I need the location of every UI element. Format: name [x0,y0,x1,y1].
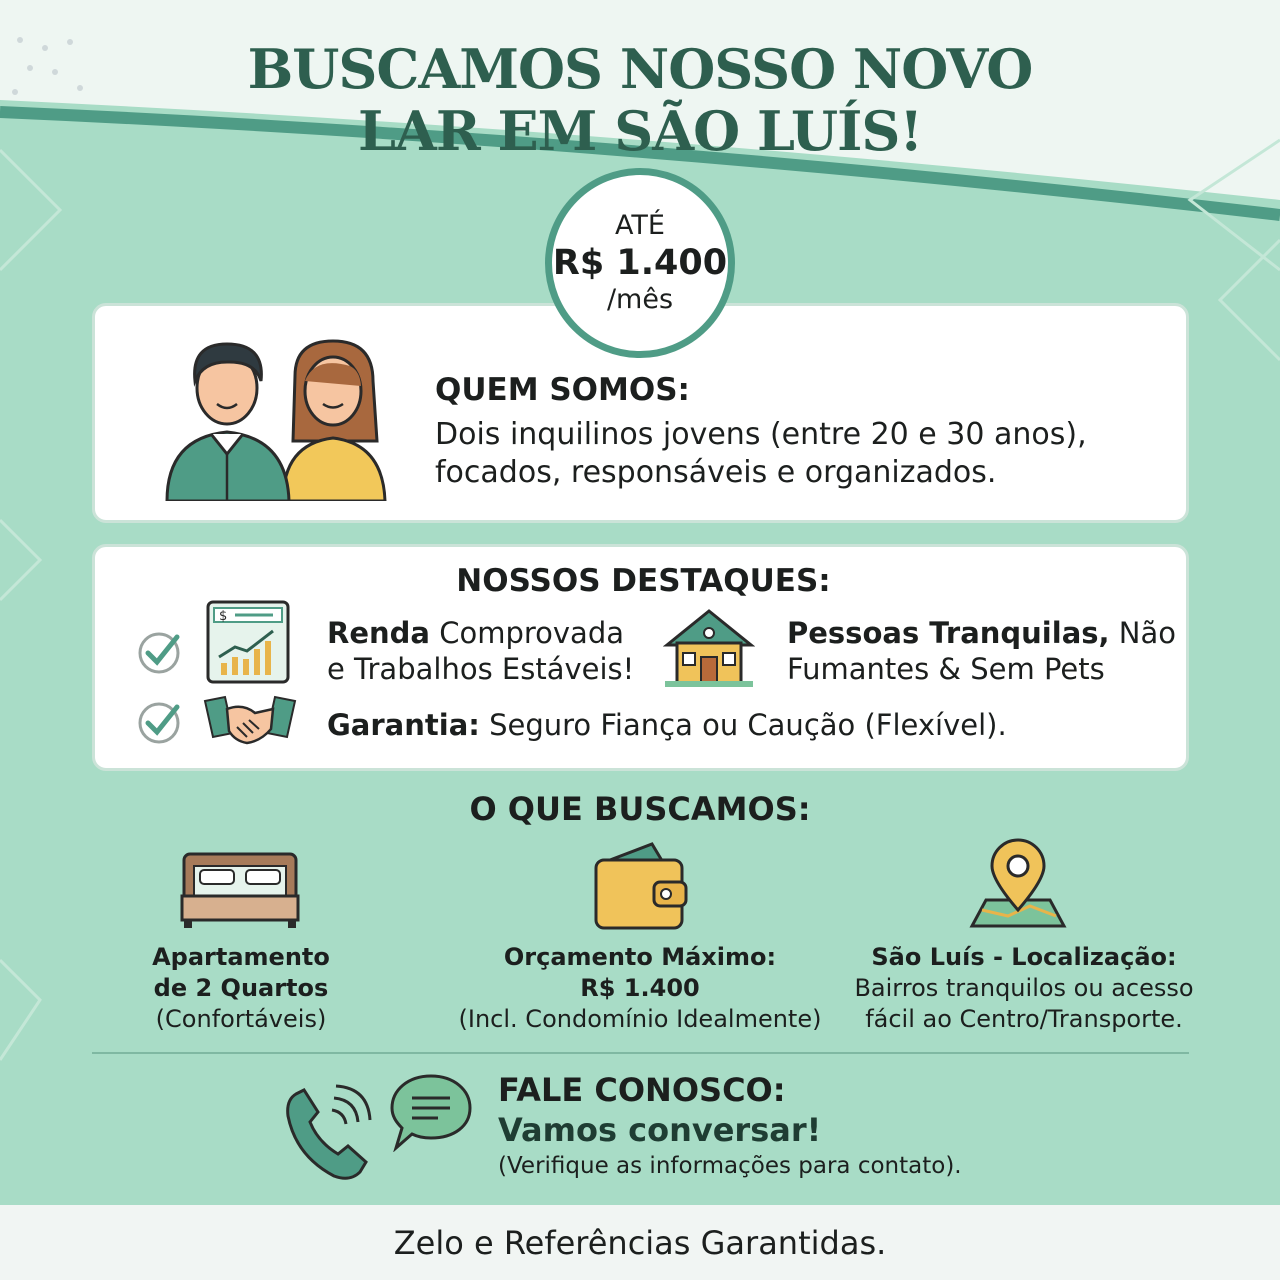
apartment-sub: (Confortáveis) [155,1005,327,1033]
location-sub-1: Bairros tranquilos ou acesso [854,974,1194,1002]
location-sub-2: fácil ao Centro/Transporte. [865,1005,1183,1033]
apartment-title-1: Apartamento [152,943,330,971]
price-badge [545,168,735,358]
location-map-icon [968,836,1068,932]
check-icon [135,629,183,677]
contact-note: (Verifique as informações para contato). [498,1153,962,1179]
page-title [0,38,1280,162]
calm-line-2: Fumantes & Sem Pets [787,652,1105,686]
chat-bubble-icon [388,1072,474,1152]
guarantee-rest: Seguro Fiança ou Caução (Flexível). [479,708,1007,742]
highlights-heading: NOSSOS DESTAQUES: [456,563,831,599]
location-title: São Luís - Localização: [871,943,1177,971]
couple-icon [165,326,395,501]
budget-title: Orçamento Máximo: [503,943,777,971]
want-location [842,942,1206,1035]
highlight-income [327,615,634,687]
price-suffix: /mês [606,284,674,315]
house-icon [663,607,755,689]
check-icon [135,699,183,747]
about-line-2: focados, responsáveis e organizados. [435,455,997,490]
budget-value: R$ 1.400 [580,974,700,1002]
calm-rest: Não [1109,616,1176,650]
contact-line: Vamos conversar! [498,1111,822,1149]
income-bold: Renda [327,616,430,650]
wants-heading: O QUE BUSCAMOS: [469,790,811,828]
calm-bold: Pessoas Tranquilas, [787,616,1110,650]
about-line-1: Dois inquilinos jovens (entre 20 e 30 anos), [435,417,1087,452]
title-line-2: LAR EM SÃO LUÍS! [357,99,923,163]
svg-text:$: $ [219,609,228,624]
footer [0,1205,1280,1280]
income-chart-icon [205,599,291,685]
divider [92,1052,1189,1054]
want-budget [440,942,840,1035]
contact-heading: FALE CONOSCO: [498,1071,786,1109]
title-line-1: BUSCAMOS NOSSO NOVO [247,37,1033,101]
wallet-icon [592,842,690,932]
footer-text: Zelo e Referências Garantidas. [393,1223,887,1262]
contact-block [498,1070,962,1182]
budget-sub: (Incl. Condomínio Idealmente) [458,1005,822,1033]
phone-icon [282,1076,382,1186]
guarantee-bold: Garantia: [327,708,480,742]
handshake-icon [203,693,297,753]
apartment-title-2: de 2 Quartos [153,974,329,1002]
price-prefix: ATÉ [615,210,665,241]
about-heading: QUEM SOMOS: [435,372,690,408]
highlights-card [92,544,1189,771]
income-rest: Comprovada [429,616,624,650]
want-apartment [100,942,382,1035]
price-value: R$ 1.400 [552,243,728,283]
income-line-2: e Trabalhos Estáveis! [327,652,635,686]
bed-icon [180,850,300,930]
highlight-guarantee [327,707,1007,743]
highlight-calm [787,615,1176,687]
